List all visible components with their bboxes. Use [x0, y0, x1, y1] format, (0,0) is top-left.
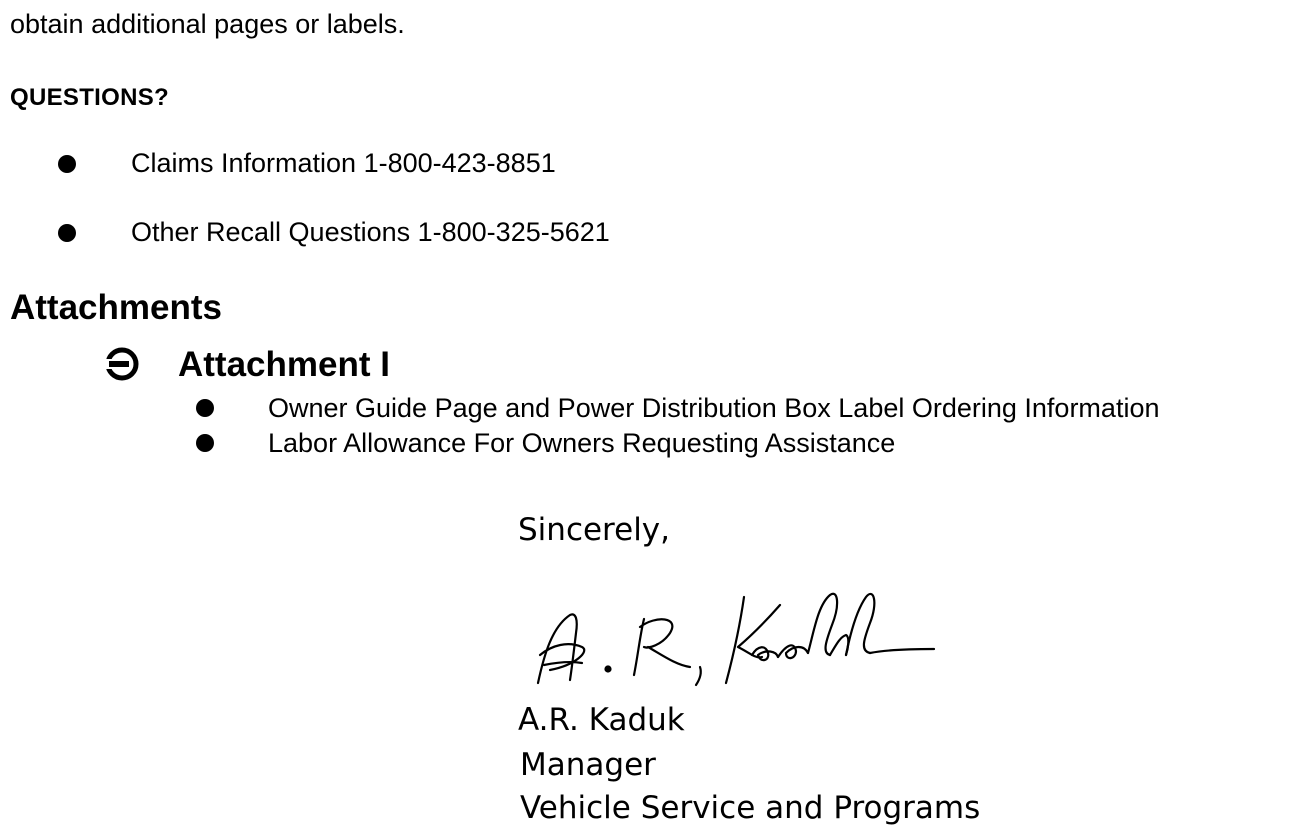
claims-info-text: Claims Information 1-800-423-8851 — [131, 148, 556, 178]
questions-heading: QUESTIONS? — [10, 84, 170, 111]
labor-allowance-item: Labor Allowance For Owners Requesting Assistance — [268, 428, 896, 458]
attachment-entry — [0, 343, 700, 387]
arrow-right-circle-icon — [105, 347, 139, 381]
list-item — [0, 146, 900, 182]
other-recall-questions-text: Other Recall Questions 1-800-325-5621 — [131, 217, 610, 247]
bullet-icon — [196, 399, 214, 417]
list-item — [0, 391, 1312, 425]
handwritten-signature — [530, 575, 950, 690]
signer-title: Manager — [520, 747, 656, 783]
signer-department: Vehicle Service and Programs — [520, 790, 981, 826]
attachment-title: Attachment I — [178, 345, 390, 384]
intro-text: obtain additional pages or labels. — [10, 9, 405, 39]
attachments-heading: Attachments — [10, 288, 222, 327]
bullet-icon — [58, 224, 76, 242]
list-item — [0, 215, 900, 251]
bullet-icon — [58, 155, 76, 173]
closing-salutation: Sincerely, — [518, 512, 671, 548]
owner-guide-item: Owner Guide Page and Power Distribution Box Label Ordering Information — [268, 393, 1160, 423]
bullet-icon — [196, 434, 214, 452]
signer-name: A.R. Kaduk — [518, 702, 685, 738]
list-item — [0, 426, 1312, 460]
